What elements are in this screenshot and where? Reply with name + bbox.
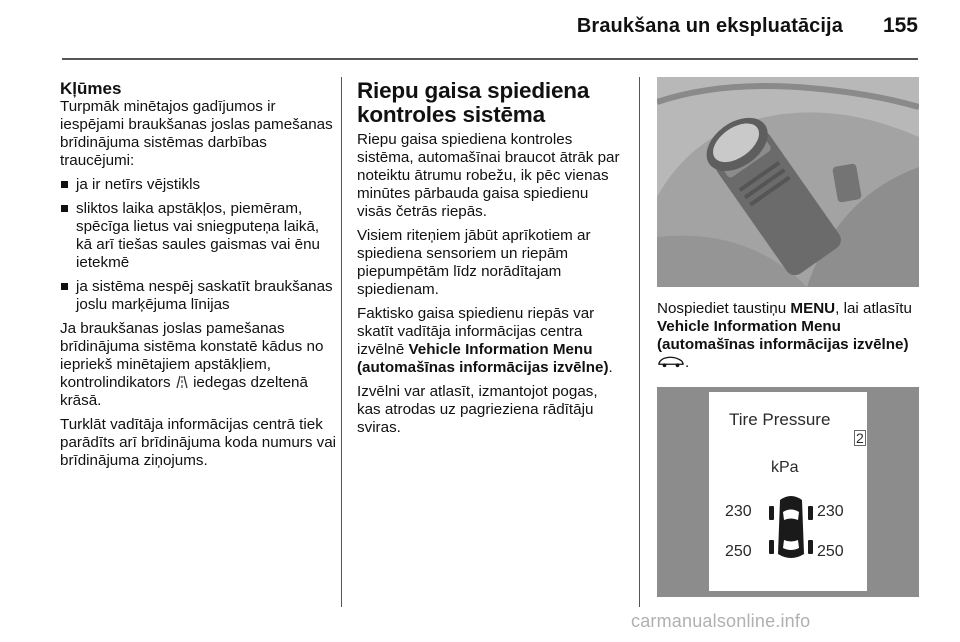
bullet-square-icon xyxy=(61,181,68,188)
watermark: carmanualsonline.info xyxy=(631,611,811,631)
faults-heading: Kļūmes xyxy=(60,79,122,98)
column-divider-2 xyxy=(639,77,640,607)
faults-list xyxy=(60,176,338,314)
column-faults xyxy=(60,79,338,476)
page-number: 155 xyxy=(882,14,918,37)
list-item: sliktos laika apstākļos, piemēram, spēcīga lietus vai sniegputeņa laikā, kā arī tiešas saules gaismas vai ēnu ietekmē xyxy=(60,200,338,272)
faults-paragraph-message: Turklāt vadītāja informācijas centrā tiek parādīts arī brīdinājuma koda numurs vai brīdinājuma ziņojums. xyxy=(60,416,337,469)
list-item: ja sistēma nespēj saskatīt braukšanas joslu marķējuma līnijas xyxy=(60,278,338,314)
header-rule xyxy=(62,58,918,60)
tire-pressure-display xyxy=(657,387,919,597)
faults-paragraph-indicator: Ja braukšanas joslas pamešanas brīdinājuma sistēma konstatē kādus no iepriekš minētajiem apstākļiem, kontrolindikators iedegas dzeltenā krāsā. xyxy=(60,320,324,409)
list-item: ja ir netīrs vējstikls xyxy=(60,176,338,194)
lane-departure-icon xyxy=(175,375,189,389)
rear-right-pressure: 250 xyxy=(817,543,844,560)
lever-illustration-icon xyxy=(657,77,919,287)
turn-signal-lever-photo xyxy=(657,77,919,287)
car-top-view-icon xyxy=(767,492,815,562)
bullet-square-icon xyxy=(61,283,68,290)
menu-instruction: Nospiediet taustiņu MENU, lai atlasītu Vehicle Information Menu (automašīnas informācijas izvēlne) . xyxy=(657,300,912,371)
column-divider-1 xyxy=(341,77,342,607)
tpms-paragraph-1: Riepu gaisa spiediena kontroles sistēma, automašīnai braucot ātrāk par noteiktu ātrumu robežu, ik pēc vienas minūtes pārbauda gaisa spiedienu visās četrās riepās. xyxy=(357,131,620,220)
page-header xyxy=(0,14,918,38)
front-right-pressure: 230 xyxy=(817,503,844,520)
display-title: Tire Pressure xyxy=(729,410,831,429)
tpms-paragraph-3: Faktisko gaisa spiedienu riepās var skatīt vadītāja informācijas centra izvēlnē Vehicle Information Menu (automašīnas informācijas izvēlne). xyxy=(357,305,613,376)
tpms-paragraph-4: Izvēlni var atlasīt, izmantojot pogas, kas atrodas uz pagrieziena rādītāju sviras. xyxy=(357,383,598,436)
tpms-paragraph-2: Visiem riteņiem jābūt aprīkotiem ar spiediena sensoriem un riepām piepumpētām līdz norādītajam spiedienam. xyxy=(357,227,591,298)
display-screen xyxy=(709,392,867,591)
bullet-square-icon xyxy=(61,205,68,212)
front-left-pressure: 230 xyxy=(725,503,752,520)
faults-intro: Turpmāk minētajos gadījumos ir iespējami braukšanas joslas pamešanas brīdinājuma sistēmas darbības traucējumi: xyxy=(60,98,333,169)
display-page-indicator: 2 xyxy=(856,430,864,446)
rear-left-pressure: 250 xyxy=(725,543,752,560)
column-tire-pressure xyxy=(357,79,625,443)
display-unit: kPa xyxy=(771,459,799,476)
column-menu-instruction xyxy=(657,300,925,378)
car-menu-icon xyxy=(657,355,685,368)
tire-pressure-heading: Riepu gaisa spiediena kontroles sistēma xyxy=(357,78,590,127)
section-title: Braukšana un ekspluatācija xyxy=(576,15,843,37)
menu-key-label: MENU xyxy=(790,300,836,317)
